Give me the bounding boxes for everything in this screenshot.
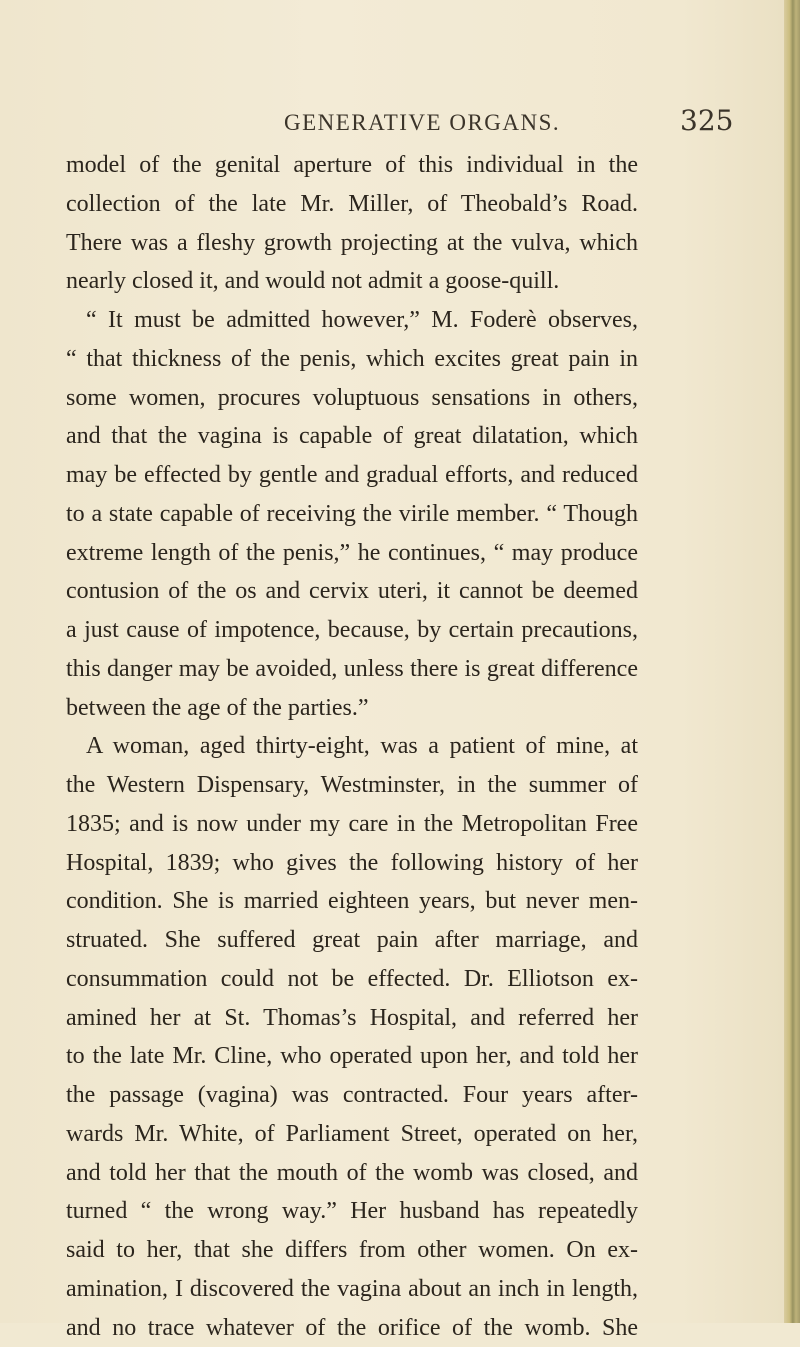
text-line: consummation could not be effected. Dr. Elliotson ex-	[66, 960, 638, 999]
text-line: the Western Dispensary, Westminster, in the summer of	[66, 766, 638, 805]
text-line: and told her that the mouth of the womb was closed, and	[66, 1154, 638, 1193]
text-line: and no trace whatever of the orifice of the womb. She	[66, 1309, 638, 1347]
page-edge	[784, 0, 800, 1323]
text-line: amined her at St. Thomas’s Hospital, and referred her	[66, 999, 638, 1038]
text-line: nearly closed it, and would not admit a goose-quill.	[66, 262, 638, 301]
text-line: 1835; and is now under my care in the Metropolitan Free	[66, 805, 638, 844]
text-line: to a state capable of receiving the virile member. “ Though	[66, 495, 638, 534]
running-title: GENERATIVE ORGANS.	[284, 110, 560, 136]
body-text	[66, 146, 638, 1347]
text-line: this danger may be avoided, unless there is great difference	[66, 650, 638, 689]
text-line: turned “ the wrong way.” Her husband has repeatedly	[66, 1192, 638, 1231]
text-line: extreme length of the penis,” he continues, “ may produce	[66, 534, 638, 573]
text-line: to the late Mr. Cline, who operated upon her, and told her	[66, 1037, 638, 1076]
text-line: “ that thickness of the penis, which excites great pain in	[66, 340, 638, 379]
text-line: contusion of the os and cervix uteri, it cannot be deemed	[66, 572, 638, 611]
text-line: struated. She suffered great pain after marriage, and	[66, 921, 638, 960]
text-line: Hospital, 1839; who gives the following history of her	[66, 844, 638, 883]
text-line: condition. She is married eighteen years, but never men-	[66, 882, 638, 921]
text-line: between the age of the parties.”	[66, 689, 638, 728]
text-line: model of the genital aperture of this individual in the	[66, 146, 638, 185]
text-line: amination, I discovered the vagina about an inch in length,	[66, 1270, 638, 1309]
text-line: There was a fleshy growth projecting at the vulva, which	[66, 224, 638, 263]
text-line: may be effected by gentle and gradual efforts, and reduced	[66, 456, 638, 495]
text-line: the passage (vagina) was contracted. Four years after-	[66, 1076, 638, 1115]
page-number: 325	[680, 104, 733, 137]
text-line: said to her, that she differs from other women. On ex-	[66, 1231, 638, 1270]
text-line: wards Mr. White, of Parliament Street, operated on her,	[66, 1115, 638, 1154]
text-line: collection of the late Mr. Miller, of Theobald’s Road.	[66, 185, 638, 224]
running-header	[0, 104, 780, 144]
text-line: a just cause of impotence, because, by certain precautions,	[66, 611, 638, 650]
text-line: and that the vagina is capable of great dilatation, which	[66, 417, 638, 456]
text-line: “ It must be admitted however,” M. Foderè observes,	[66, 301, 638, 340]
text-line: A woman, aged thirty-eight, was a patient of mine, at	[66, 727, 638, 766]
text-line: some women, procures voluptuous sensations in others,	[66, 379, 638, 418]
